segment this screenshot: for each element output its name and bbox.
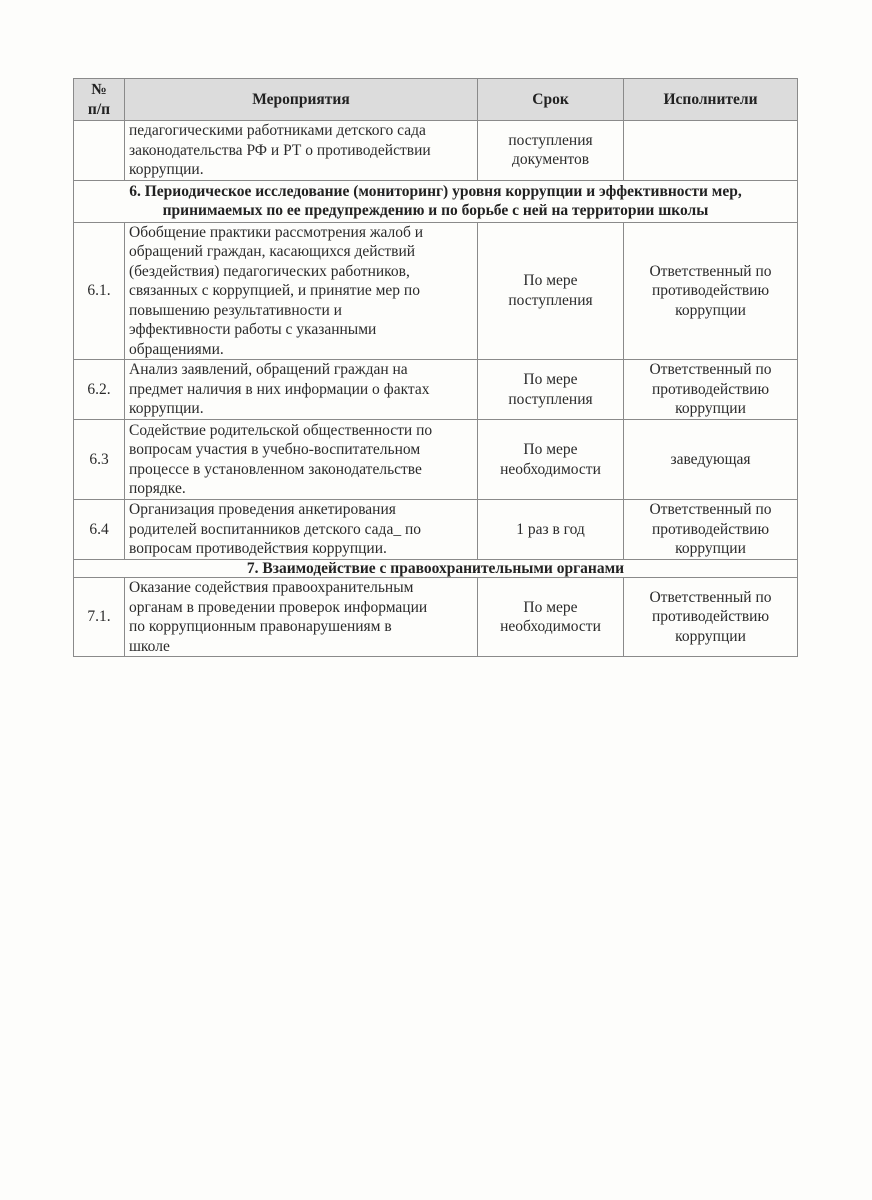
row-event: Оказание содействия правоохранительным органам в проведении проверок информации по коррупционным правонарушениям в школе: [125, 578, 478, 657]
section-row: [74, 560, 798, 578]
row-num: 6.3: [74, 420, 125, 500]
table-row: [74, 500, 798, 560]
row-term: 1 раз в год: [478, 500, 624, 560]
row-num: 6.2.: [74, 360, 125, 420]
row-executor: Ответственный по противодействию коррупции: [624, 360, 798, 420]
header-term: Срок: [478, 79, 624, 121]
row-num: [74, 121, 125, 181]
row-event: Организация проведения анкетирования родителей воспитанников детского сада_ по вопросам противодействия коррупции.: [125, 500, 478, 560]
section-7-title: 7. Взаимодействие с правоохранительными органами: [74, 560, 798, 578]
row-event: педагогическими работниками детского сада законодательства РФ и РТ о противодействии коррупции.: [125, 121, 478, 181]
header-num: № п/п: [74, 79, 125, 121]
row-executor: [624, 121, 798, 181]
header-event: Мероприятия: [125, 79, 478, 121]
row-executor: Ответственный по противодействию коррупции: [624, 500, 798, 560]
section-row: [74, 180, 798, 222]
table-row: [74, 121, 798, 181]
row-event: Содействие родительской общественности по вопросам участия в учебно-воспитательном процессе в установленном законодательстве порядке.: [125, 420, 478, 500]
table-header: [74, 79, 798, 121]
row-num: 6.1.: [74, 222, 125, 360]
row-event: Анализ заявлений, обращений граждан на предмет наличия в них информации о фактах коррупции.: [125, 360, 478, 420]
row-executor: заведующая: [624, 420, 798, 500]
table-row: [74, 222, 798, 360]
row-term: поступления документов: [478, 121, 624, 181]
table-row: [74, 360, 798, 420]
events-table: [73, 78, 798, 657]
row-term: По мере необходимости: [478, 578, 624, 657]
row-num: 7.1.: [74, 578, 125, 657]
row-num: 6.4: [74, 500, 125, 560]
section-6-title: 6. Периодическое исследование (мониторинг) уровня коррупции и эффективности мер, принимаемых по ее предупреждению и по борьбе с ней на территории школы: [74, 180, 798, 222]
table-row: [74, 578, 798, 657]
row-executor: Ответственный по противодействию коррупции: [624, 222, 798, 360]
header-executor: Исполнители: [624, 79, 798, 121]
row-event: Обобщение практики рассмотрения жалоб и обращений граждан, касающихся действий (бездействия) педагогических работников, связанных с коррупцией, и принятие мер по повышению результативности и эффективности работы с указанными обращениями.: [125, 222, 478, 360]
row-term: По мере поступления: [478, 222, 624, 360]
row-term: По мере необходимости: [478, 420, 624, 500]
row-executor: Ответственный по противодействию коррупции: [624, 578, 798, 657]
row-term: По мере поступления: [478, 360, 624, 420]
table-row: [74, 420, 798, 500]
